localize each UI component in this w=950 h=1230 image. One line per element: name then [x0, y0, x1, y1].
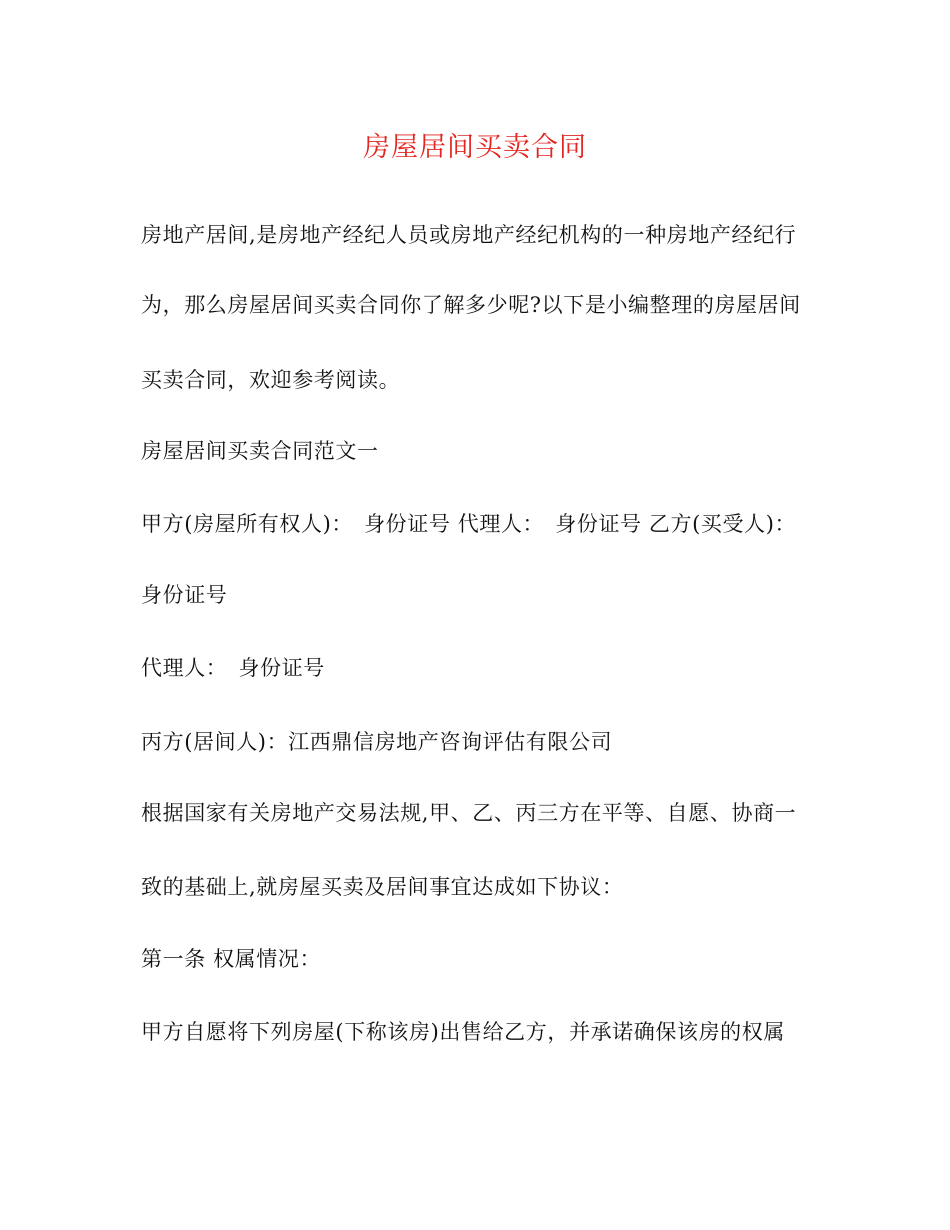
- agent-line: 代理人： 身份证号: [141, 656, 325, 680]
- paragraph-line: 致的基础上,就房屋买卖及居间事宜达成如下协议：: [141, 875, 624, 899]
- party-a-line: 甲方(房屋所有权人)： 身份证号 代理人： 身份证号 乙方(买受人)：: [141, 512, 797, 536]
- paragraph-line: 为，那么房屋居间买卖合同你了解多少呢?以下是小编整理的房屋居间: [141, 293, 801, 317]
- document-title: 房屋居间买卖合同: [363, 132, 587, 163]
- party-c-line: 丙方(居间人)：江西鼎信房地产咨询评估有限公司: [141, 730, 613, 754]
- paragraph-line: 买卖合同，欢迎参考阅读。: [141, 368, 401, 392]
- paragraph-line: 房地产居间,是房地产经纪人员或房地产经纪机构的一种房地产经纪行: [141, 223, 797, 247]
- section-heading: 房屋居间买卖合同范文一: [141, 439, 379, 463]
- id-number-line: 身份证号: [141, 583, 228, 607]
- paragraph-line: 根据国家有关房地产交易法规,甲、乙、丙三方在平等、自愿、协商一: [141, 801, 797, 825]
- paragraph-line: 甲方自愿将下列房屋(下称该房)出售给乙方，并承诺确保该房的权属: [141, 1020, 785, 1044]
- article-heading: 第一条 权属情况：: [141, 947, 322, 971]
